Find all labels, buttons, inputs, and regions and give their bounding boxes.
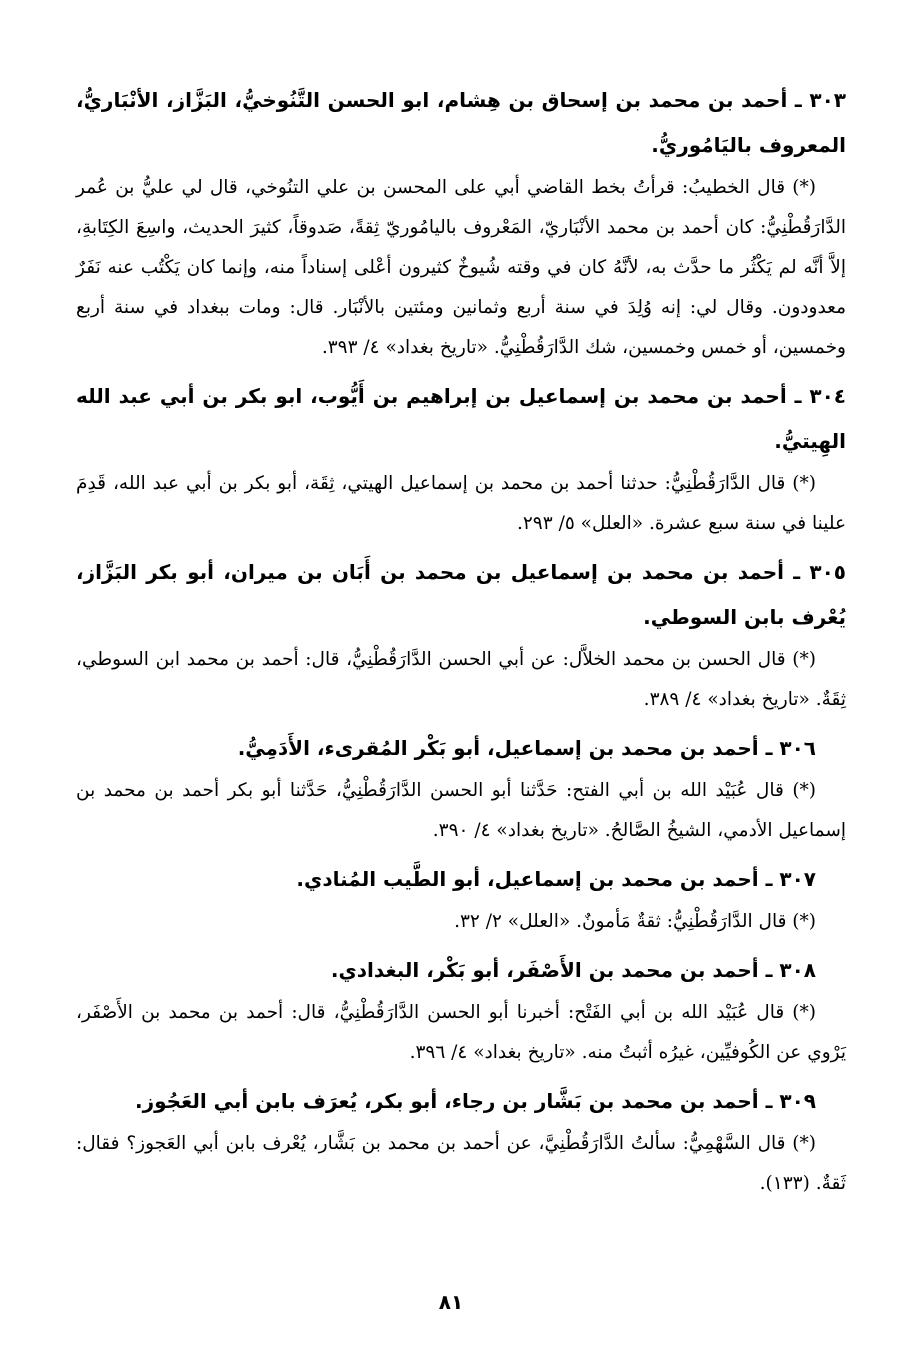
entry-304-title: ٣٠٤ ـ أحمد بن محمد بن إسماعيل بن إبراهيم بن أَيُّوب، ابو بكر بن أبي عبد الله الهِيتيُّ. bbox=[76, 384, 846, 453]
page-content bbox=[76, 78, 846, 1210]
entry-309-title: ٣٠٩ ـ أحمد بن محمد بن بَشَّار بن رجاء، أبو بكر، يُعرَف بابن أبي العَجُوز. bbox=[135, 1089, 816, 1113]
entry-308-title: ٣٠٨ ـ أحمد بن محمد بن الأَصْفَر، أبو بَكْر، البغدادي. bbox=[330, 958, 816, 982]
entry-308-text: (*) قال عُبَيْد الله بن أبي الفَتْح: أخبرنا أبو الحسن الدَّارَقُطْنِيُّ، قال: أحمد بن محمد بن الأَصْفَر، يَرْوي عن الكُوفيِّين، غيرُه أثبتُ منه. «تاريخ بغداد» ٤/ ٣٩٦. bbox=[76, 1002, 846, 1063]
entry-303-text: (*) قال الخطيبُ: قرأتُ بخط القاضي أبي على المحسن بن علي التنُوخي، قال لي عليُّ بن عُمر الدَّارَقُطْنِيُّ: كان أحمد بن محمد الأنْبَاريّ، المَعْروف باليامُوريّ ثِقةً، صَدوقاً، كثيرَ الحديث، واسِعَ الكِتَابةِ، إلاَّ أنَّه لم يَكْثُر ما حدَّث به، لأنَّهُ كان في وقته شُيوخٌ كثيرون أعْلى إسناداً منه، وإنما كان يَكْتُب عنه نَفَرٌ معدودون. وقال لي: إنه وُلِدَ في سنة أربع وثمانين ومئتين بالأنْبَار. قال: ومات ببغداد في سنة أربع وخمسين، أو خمس وخمسين، شك الدَّارَقُطْنِيُّ. «تاريخ بغداد» ٤/ ٣٩٣. bbox=[76, 177, 846, 358]
entry-304-text: (*) قال الدَّارَقُطْنِيُّ: حدثنا أحمد بن محمد بن إسماعيل الهيتي، ثِقَة، أبو بكر بن أبي عبد الله، قَدِمَ علينا في سنة سبع عشرة. «العلل» ٥/ ٢٩٣. bbox=[76, 473, 846, 534]
entry-305-text: (*) قال الحسن بن محمد الخلاَّل: عن أبي الحسن الدَّارَقُطْنِيُّ، قال: أحمد بن محمد ابن السوطي، ثِقَةٌ. «تاريخ بغداد» ٤/ ٣٨٩. bbox=[76, 649, 846, 710]
entry-307-title: ٣٠٧ ـ أحمد بن محمد بن إسماعيل، أبو الطَّيب المُنادي. bbox=[296, 867, 816, 891]
entry-307-text: (*) قال الدَّارَقُطْنِيُّ: ثقةٌ مَأمونٌ. «العلل» ٢/ ٣٢. bbox=[454, 911, 816, 932]
page-number: ٨١ bbox=[438, 1290, 464, 1314]
entry-306-title: ٣٠٦ ـ أحمد بن محمد بن إسماعيل، أبو بَكْر المُقرىء، الأَدَمِيُّ. bbox=[237, 736, 816, 760]
entry-303-title: ٣٠٣ ـ أحمد بن محمد بن إسحاق بن هِشام، ابو الحسن التَّنُوخيُّ، البَزَّاز، الأنْبَاريُّ، المعروف باليَامُوريُّ. bbox=[76, 88, 846, 157]
entry-305-title: ٣٠٥ ـ أحمد بن محمد بن إسماعيل بن محمد بن أَبَان بن ميران، أبو بكر البَزَّاز، يُعْرف بابن السوطي. bbox=[76, 560, 846, 629]
entry-306-text: (*) قال عُبَيْد الله بن أبي الفتح: حَدَّثنا أبو الحسن الدَّارَقُطْنِيُّ، حَدَّثنا أبو بكر أحمد بن محمد بن إسماعيل الأدمي، الشيخُ الصَّالحُ. «تاريخ بغداد» ٤/ ٣٩٠. bbox=[76, 780, 846, 841]
entry-309-text: (*) قال السَّهْمِيُّ: سألتُ الدَّارَقُطْنِيَّ، عن أحمد بن محمد بن بَشَّار، يُعْرف بابن أبي العَجوز؟ فقال: ثَقةٌ. (١٣٣). bbox=[76, 1133, 846, 1194]
